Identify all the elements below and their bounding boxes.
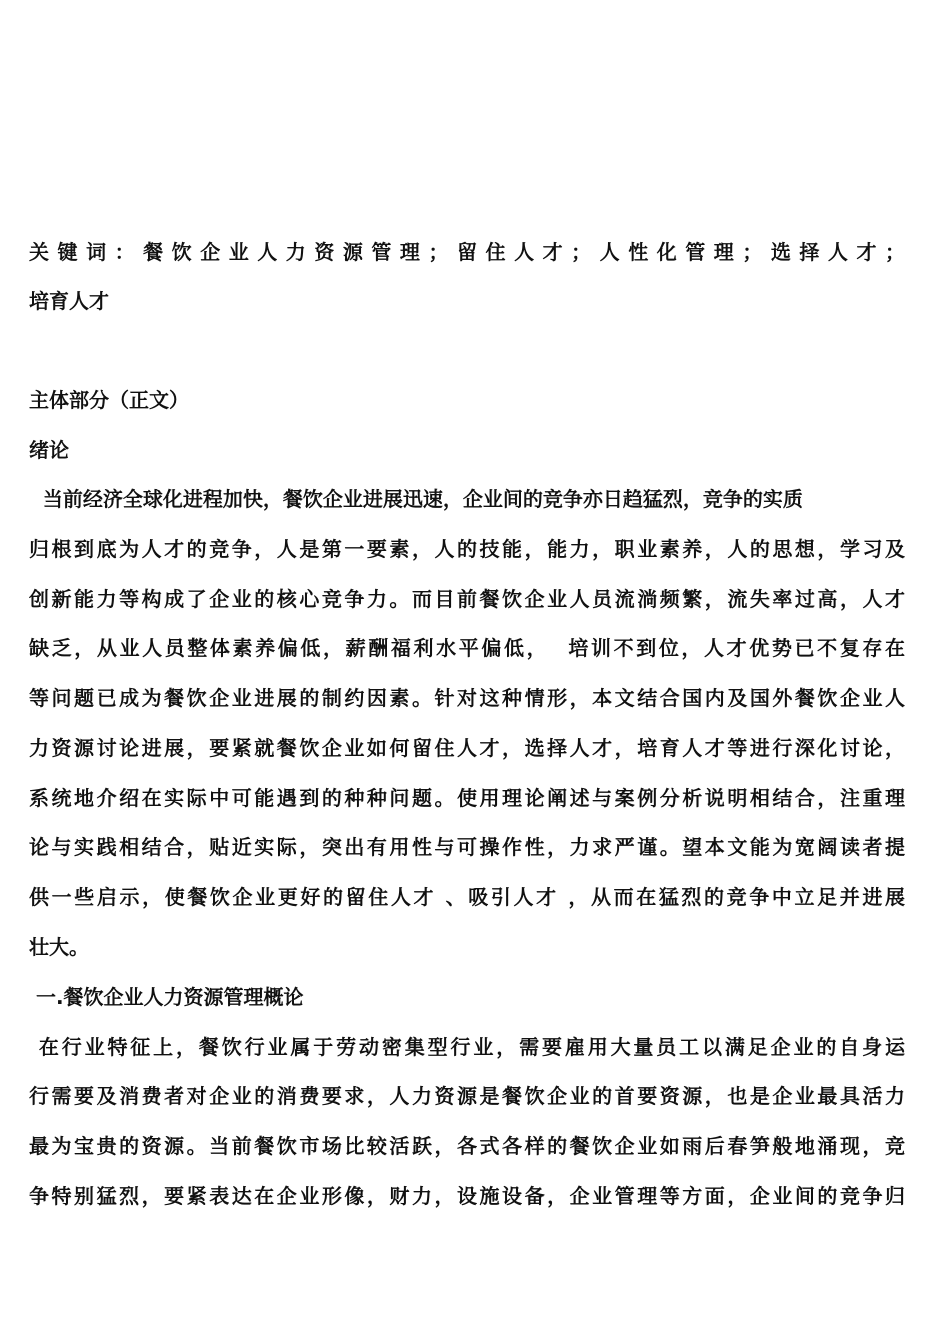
intro-paragraph-line: 等问题已成为餐饮企业进展的制约因素。针对这种情形，本文结合国内及国外餐饮企业人: [29, 686, 905, 710]
intro-paragraph-line: 当前经济全球化进程加快，餐饮企业进展迅速，企业间的竞争亦日趋猛烈，竞争的实质: [29, 487, 803, 511]
intro-paragraph-line: 归根到底为人才的竞争，人是第一要素，人的技能，能力，职业素养，人的思想，学习及: [29, 537, 905, 561]
keywords-line-continued: 培育人才: [29, 289, 109, 313]
section1-heading: 一.餐饮企业人力资源管理概论: [29, 985, 304, 1009]
body-heading: 主体部分（正文）: [29, 388, 189, 412]
section1-paragraph-line: 行需要及消费者对企业的消费要求，人力资源是餐饮企业的首要资源，也是企业最具活力: [29, 1084, 905, 1108]
section1-paragraph-line: 争特别猛烈，要紧表达在企业形像，财力，设施设备，企业管理等方面，企业间的竞争归: [29, 1184, 905, 1208]
intro-heading: 绪论: [29, 438, 69, 462]
intro-paragraph-line: 系统地介绍在实际中可能遇到的种种问题。使用理论阐述与案例分析说明相结合，注重理: [29, 786, 905, 810]
intro-paragraph-line: 创新能力等构成了企业的核心竞争力。而目前餐饮企业人员流淌频繁，流失率过高，人才: [29, 587, 905, 611]
section1-paragraph-line: 最为宝贵的资源。当前餐饮市场比较活跃，各式各样的餐饮企业如雨后春笋般地涌现，竞: [29, 1134, 905, 1158]
intro-paragraph-line: 供一些启示，使餐饮企业更好的留住人才 、吸引人才 ，从而在猛烈的竞争中立足并进展: [29, 885, 905, 909]
intro-paragraph-line: 论与实践相结合，贴近实际，突出有用性与可操作性，力求严谨。望本文能为宽阔读者提: [29, 835, 905, 859]
intro-paragraph-line: 缺乏，从业人员整体素养偏低，薪酬福利水平偏低， 培训不到位，人才优势已不复存在: [29, 636, 905, 660]
section1-paragraph-line: 在行业特征上，餐饮行业属于劳动密集型行业，需要雇用大量员工以满足企业的自身运: [29, 1035, 905, 1059]
intro-paragraph-line: 壮大。: [29, 935, 89, 959]
keywords-line: 关键词：餐饮企业人力资源管理；留住人才；人性化管理；选择人才；: [29, 240, 905, 264]
intro-paragraph-line: 力资源讨论进展，要紧就餐饮企业如何留住人才，选择人才，培育人才等进行深化讨论，: [29, 736, 905, 760]
